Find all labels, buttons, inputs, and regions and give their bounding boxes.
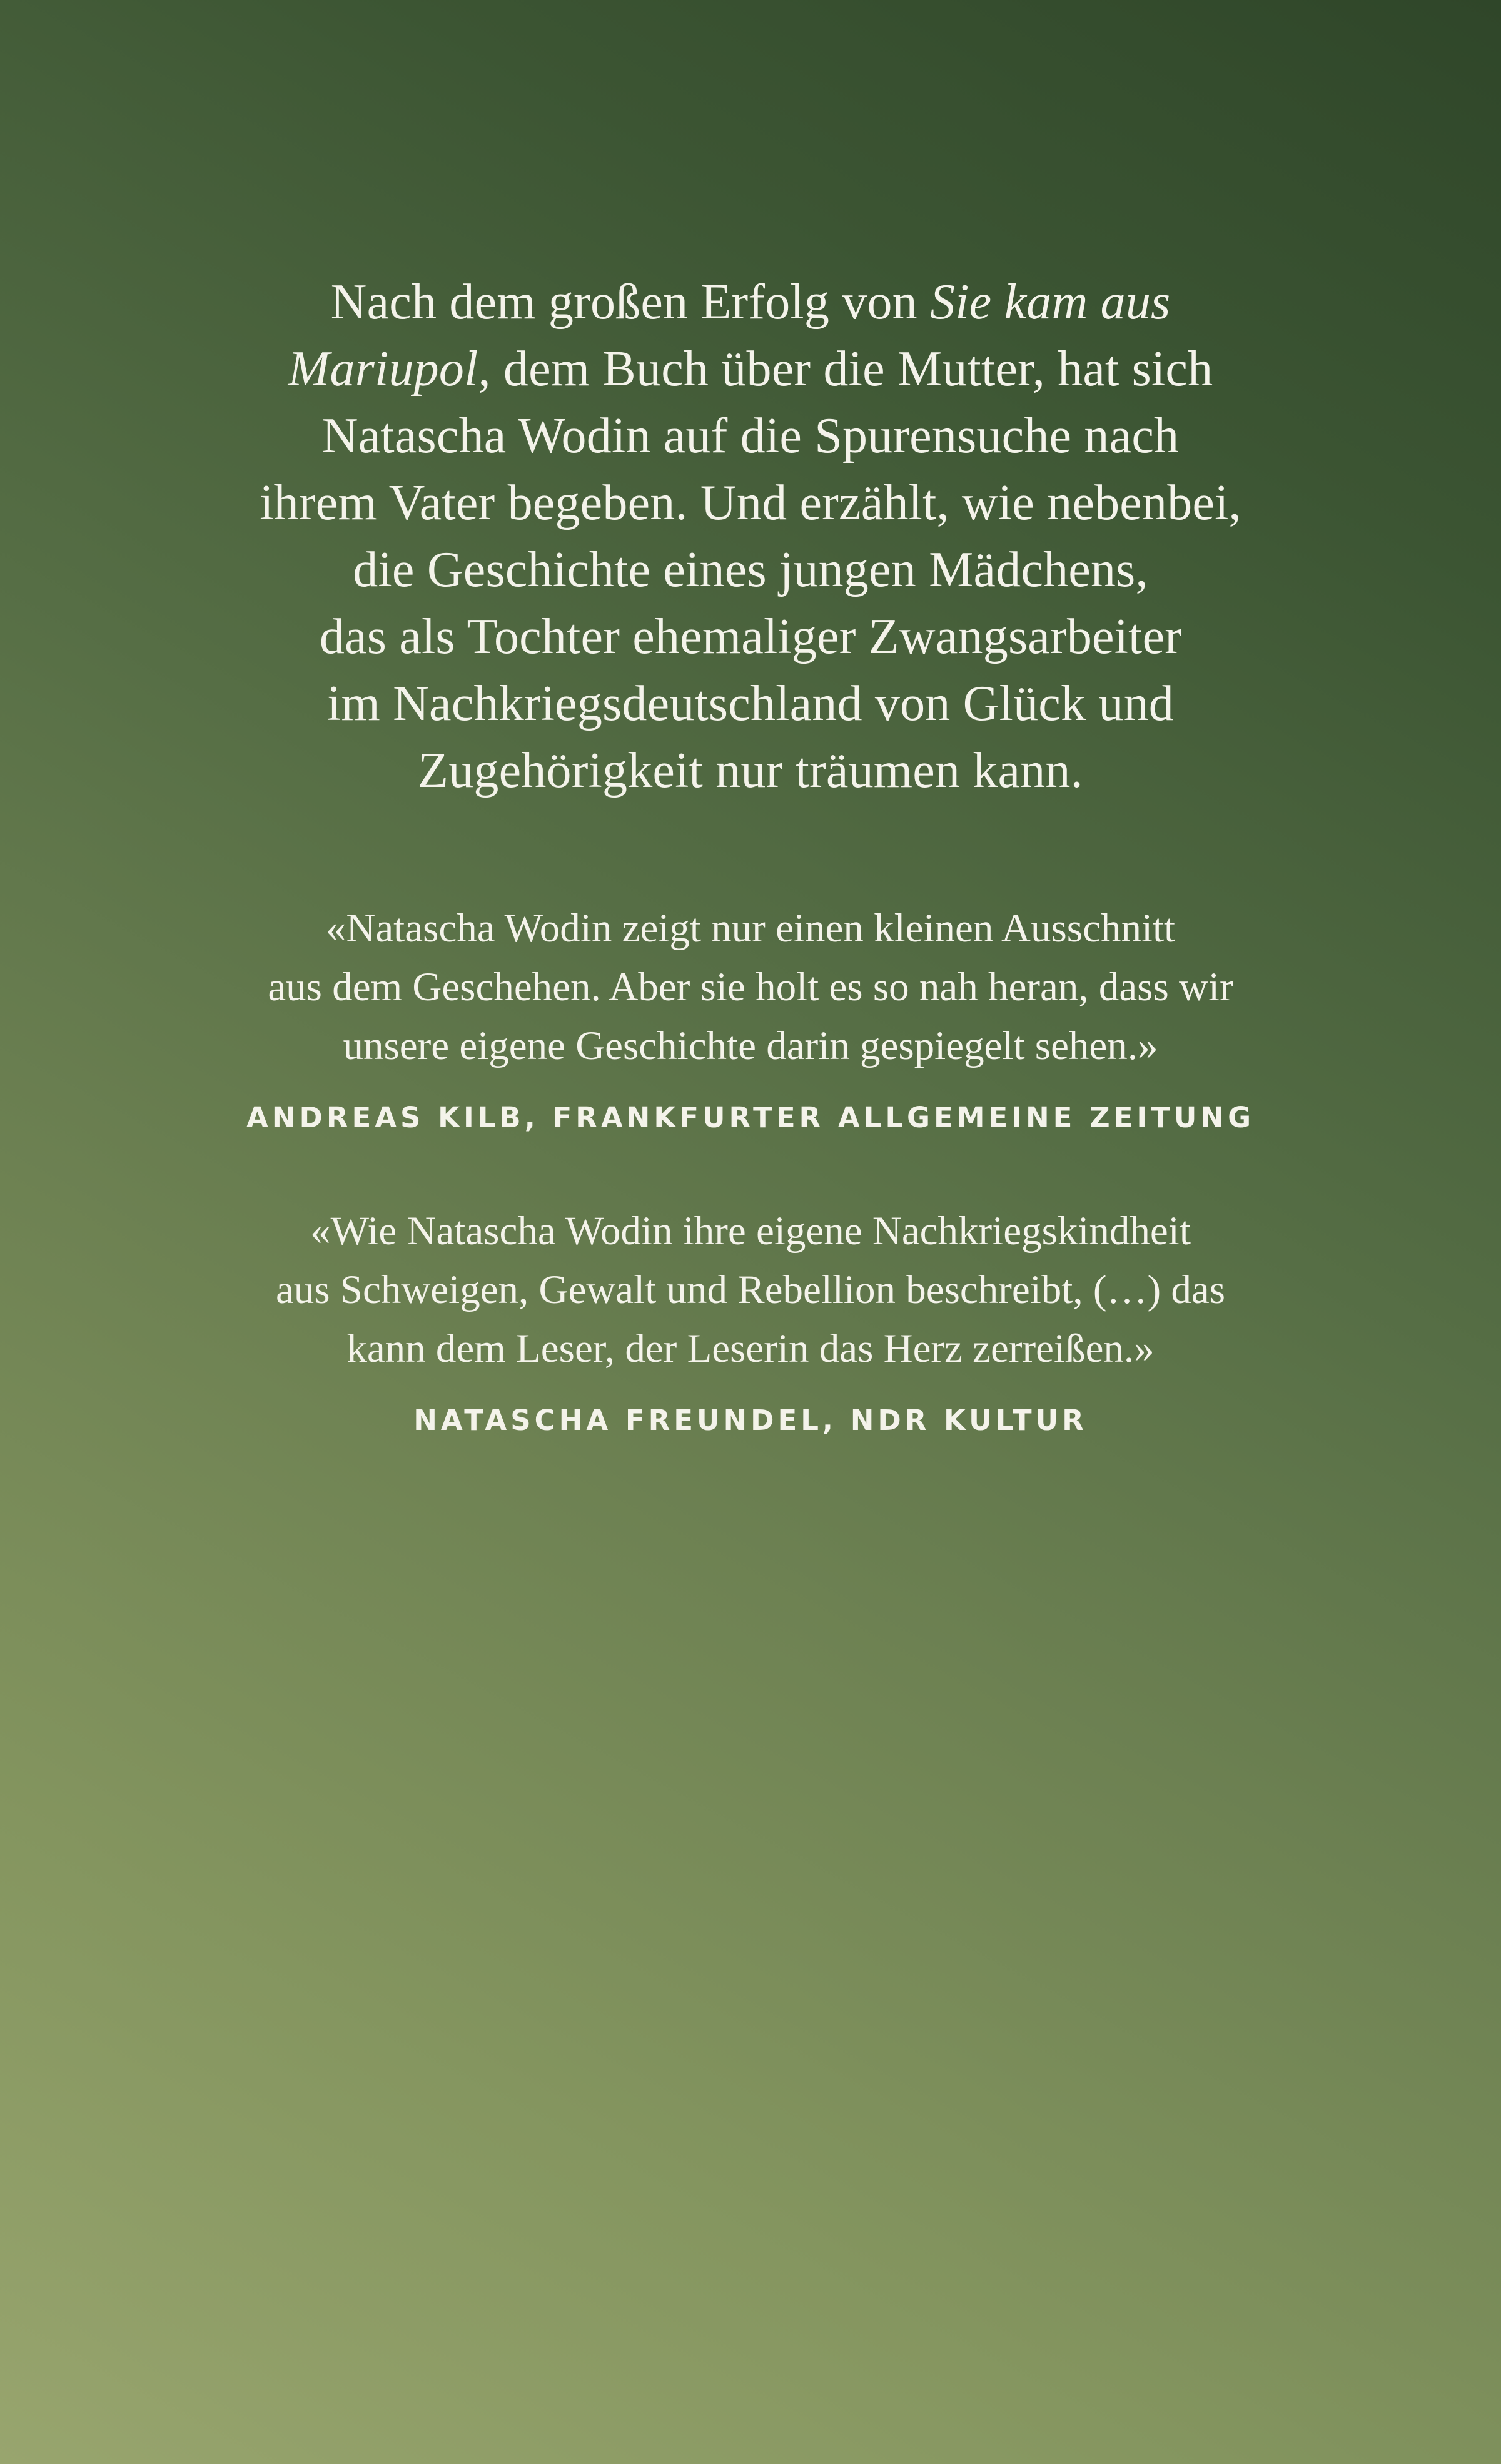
blurb-text: , dem Buch über die Mutter, hat sich bbox=[478, 342, 1213, 397]
blurb-line: im Nachkriegsdeutschland von Glück und bbox=[327, 676, 1174, 731]
blurb-line bbox=[144, 269, 1357, 336]
blurb-line: Natascha Wodin auf die Spurensuche nach bbox=[321, 408, 1180, 464]
quote-line: kann dem Leser, der Leserin das Herz zerreißen.» bbox=[346, 1326, 1155, 1371]
book-title-italic: Sie kam aus bbox=[930, 275, 1171, 330]
review-quote-kilb bbox=[144, 899, 1357, 1137]
quote-line: «Natascha Wodin zeigt nur einen kleinen Ausschnitt bbox=[325, 906, 1176, 951]
quote-line: «Wie Natascha Wodin ihre eigene Nachkriegskindheit bbox=[310, 1209, 1191, 1254]
quote-text bbox=[144, 899, 1357, 1075]
blurb-line: das als Tochter ehemaliger Zwangsarbeiter bbox=[319, 609, 1182, 664]
quote-line: aus dem Geschehen. Aber sie holt es so nah heran, dass wir bbox=[268, 965, 1233, 1010]
blurb-text: Nach dem großen Erfolg von bbox=[330, 275, 931, 330]
quote-attribution: NATASCHA FREUNDEL, NDR KULTUR bbox=[413, 1404, 1088, 1437]
blurb-paragraph bbox=[144, 269, 1357, 804]
quote-attribution: ANDREAS KILB, FRANKFURTER ALLGEMEINE ZEITUNG bbox=[246, 1101, 1255, 1134]
blurb-line: ihrem Vater begeben. Und erzählt, wie nebenbei, bbox=[260, 475, 1241, 530]
blurb-line bbox=[144, 336, 1357, 403]
quote-text bbox=[144, 1202, 1357, 1378]
review-quote-freundel bbox=[144, 1202, 1357, 1439]
quote-line: unsere eigene Geschichte darin gespiegelt sehen.» bbox=[343, 1023, 1158, 1068]
book-title-italic: Mariupol bbox=[288, 342, 478, 397]
quote-line: aus Schweigen, Gewalt und Rebellion beschreibt, (…) das bbox=[275, 1267, 1226, 1312]
blurb-line: Zugehörigkeit nur träumen kann. bbox=[418, 743, 1083, 798]
blurb-line: die Geschichte eines jungen Mädchens, bbox=[353, 542, 1148, 597]
